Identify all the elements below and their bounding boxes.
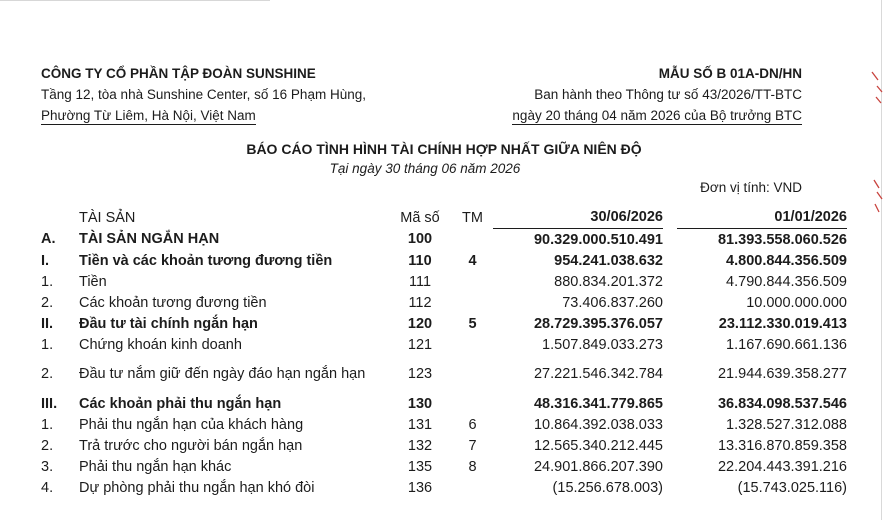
- row-value-period-end: 73.406.837.260: [562, 294, 663, 311]
- row-value-period-start: 1.328.527.312.088: [726, 416, 847, 433]
- row-value-period-start: (15.743.025.116): [737, 479, 847, 496]
- form-code: MẪU SỐ B 01A-DN/HN: [658, 66, 802, 81]
- table-row: [41, 393, 847, 414]
- row-gap: [663, 456, 677, 477]
- table-row: [41, 435, 847, 456]
- row-gap: [663, 292, 677, 313]
- table-row: [41, 414, 847, 435]
- currency-unit: Đơn vị tính: VND: [700, 180, 802, 195]
- row-value-period-start: 81.393.558.060.526: [717, 231, 847, 248]
- row-note: [452, 229, 493, 251]
- form-header: [512, 63, 802, 126]
- table-row: [41, 355, 847, 393]
- row-value-period-start: 13.316.870.859.358: [717, 437, 847, 454]
- row-index: 2.: [41, 437, 54, 454]
- row-value-period-start: 10.000.000.000: [746, 294, 847, 311]
- row-index: II.: [41, 315, 54, 332]
- row-value-period-start: 23.112.330.019.413: [718, 315, 847, 332]
- table-row: [41, 334, 847, 355]
- table-row: [41, 292, 847, 313]
- row-code: 130: [407, 395, 433, 412]
- row-label: Trả trước cho người bán ngắn hạn: [79, 437, 303, 454]
- row-value-period-start: 4.790.844.356.509: [726, 273, 847, 290]
- row-code: 121: [407, 336, 433, 353]
- margin-stamp-marks: [868, 0, 888, 520]
- row-code: 112: [408, 294, 432, 311]
- top-rule: [0, 0, 270, 1]
- form-issued-line2: ngày 20 tháng 04 năm 2026 của Bộ trưởng BTC: [512, 108, 802, 123]
- row-note: [452, 334, 493, 355]
- company-address-line2: Phường Từ Liêm, Hà Nội, Việt Nam: [41, 108, 256, 123]
- row-index: 3.: [41, 458, 54, 475]
- row-gap: [663, 250, 677, 271]
- row-gap: [663, 313, 677, 334]
- row-label: Phải thu ngắn hạn của khách hàng: [79, 416, 304, 433]
- row-label: Tiền và các khoản tương đương tiền: [79, 252, 333, 269]
- company-header: [41, 63, 366, 126]
- row-gap: [663, 435, 677, 456]
- header-index: [41, 198, 79, 229]
- row-code: 135: [407, 458, 433, 475]
- row-gap: [663, 477, 677, 498]
- row-note: [452, 271, 493, 292]
- row-value-period-end: 28.729.395.376.057: [533, 315, 663, 332]
- report-title: BÁO CÁO TÌNH HÌNH TÀI CHÍNH HỢP NHẤT GIỮA NIÊN ĐỘ: [246, 141, 642, 157]
- row-note: 4: [468, 252, 477, 269]
- row-index: III.: [41, 395, 58, 412]
- row-value-period-end: 954.241.038.632: [554, 252, 663, 269]
- header-code: Mã số: [400, 209, 440, 226]
- row-value-period-start: 22.204.443.391.216: [717, 458, 847, 475]
- row-note: 5: [468, 315, 477, 332]
- report-subtitle: Tại ngày 30 tháng 06 năm 2026: [329, 161, 521, 176]
- table-row: [41, 456, 847, 477]
- row-value-period-end: 12.565.340.212.445: [533, 437, 663, 454]
- header-period-start: 01/01/2026: [677, 198, 847, 229]
- row-value-period-end: 90.329.000.510.491: [533, 231, 663, 248]
- row-value-period-end: 10.864.392.038.033: [533, 416, 663, 433]
- company-name: CÔNG TY CỔ PHẦN TẬP ĐOÀN SUNSHINE: [41, 66, 316, 81]
- row-label: Phải thu ngắn hạn khác: [79, 458, 232, 475]
- row-note: [452, 477, 493, 498]
- row-label: Các khoản phải thu ngắn hạn: [79, 395, 282, 412]
- row-index: I.: [41, 252, 50, 269]
- row-gap: [663, 355, 677, 393]
- company-address-line1: Tầng 12, tòa nhà Sunshine Center, số 16 Phạm Hùng,: [41, 87, 366, 102]
- row-value-period-end: 27.221.546.342.784: [533, 366, 663, 382]
- row-gap: [663, 229, 677, 251]
- row-note: [452, 292, 493, 313]
- row-index: 1.: [41, 273, 54, 290]
- row-label: Các khoản tương đương tiền: [79, 294, 267, 311]
- table-row: [41, 271, 847, 292]
- row-value-period-start: 1.167.690.661.136: [726, 336, 847, 353]
- header-assets: TÀI SẢN: [79, 209, 136, 226]
- row-code: 111: [408, 273, 432, 290]
- row-index: 2.: [41, 366, 54, 382]
- row-gap: [663, 271, 677, 292]
- row-index: 4.: [41, 479, 54, 496]
- row-gap: [663, 393, 677, 414]
- header-period-end: 30/06/2026: [493, 198, 663, 229]
- balance-sheet-table: [41, 198, 847, 498]
- table-row: [41, 250, 847, 271]
- row-note: 8: [468, 458, 477, 475]
- row-label: Đầu tư tài chính ngắn hạn: [79, 315, 258, 332]
- row-value-period-start: 21.944.639.358.277: [717, 366, 847, 382]
- row-index: 1.: [41, 416, 54, 433]
- row-code: 100: [407, 231, 433, 248]
- table-header-row: [41, 198, 847, 229]
- table-row: [41, 477, 847, 498]
- header-note: TM: [462, 209, 483, 226]
- row-label: Chứng khoán kinh doanh: [79, 336, 242, 353]
- table-row: [41, 229, 847, 251]
- row-value-period-end: 24.901.866.207.390: [533, 458, 663, 475]
- row-value-period-start: 36.834.098.537.546: [717, 395, 847, 412]
- row-code: 110: [408, 252, 432, 269]
- row-gap: [663, 414, 677, 435]
- row-value-period-end: (15.256.678.003): [552, 479, 663, 496]
- row-value-period-end: 880.834.201.372: [554, 273, 663, 290]
- row-note: 7: [468, 437, 477, 454]
- row-gap: [663, 334, 677, 355]
- row-index: 1.: [41, 336, 54, 353]
- row-note: [452, 355, 493, 393]
- row-value-period-start: 4.800.844.356.509: [726, 252, 847, 269]
- row-value-period-end: 48.316.341.779.865: [533, 395, 663, 412]
- row-note: [452, 393, 493, 414]
- row-value-period-end: 1.507.849.033.273: [542, 336, 663, 353]
- row-index: 2.: [41, 294, 54, 311]
- row-label: Đầu tư nắm giữ đến ngày đáo hạn ngắn hạn: [79, 366, 366, 382]
- row-code: 123: [407, 366, 433, 382]
- row-label: TÀI SẢN NGẮN HẠN: [79, 231, 220, 248]
- row-label: Dự phòng phải thu ngắn hạn khó đòi: [79, 479, 315, 496]
- row-note: 6: [468, 416, 477, 433]
- row-code: 131: [407, 416, 433, 433]
- form-issued-line1: Ban hành theo Thông tư số 43/2026/TT-BTC: [534, 87, 802, 102]
- row-code: 132: [407, 437, 433, 454]
- row-index: A.: [41, 231, 56, 248]
- row-code: 120: [407, 315, 433, 332]
- row-code: 136: [407, 479, 433, 496]
- row-label: Tiền: [79, 273, 107, 290]
- table-row: [41, 313, 847, 334]
